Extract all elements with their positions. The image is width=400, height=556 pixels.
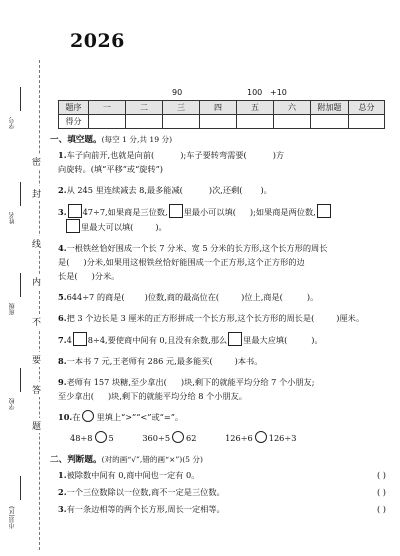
section-title: 二、判断题。 <box>50 455 102 465</box>
judgement-item <box>58 485 390 499</box>
field-underline <box>20 476 21 500</box>
question-text: )位数,商的最高位在( <box>144 292 220 302</box>
question-text: )块,剩下的就能平均分给 8 个小朋友。 <box>107 391 247 401</box>
judgement-answer-blank[interactable]: ( ) <box>377 487 386 497</box>
question-text: 里最大应填( <box>243 335 288 345</box>
school-field[interactable] <box>8 398 17 410</box>
margin-word: 要 <box>32 352 41 367</box>
circle-icon <box>82 410 94 422</box>
score-row-label: 得分 <box>59 115 89 129</box>
judgement-text: 一个三位数除以一位数,商不一定是三位数。 <box>66 487 225 497</box>
question-9 <box>58 375 390 403</box>
judgement-item <box>58 502 390 516</box>
exam-content <box>50 133 390 519</box>
score-cell[interactable] <box>237 115 274 129</box>
question-text: );如果商是两位数, <box>249 207 316 217</box>
margin-word: 不 <box>32 314 41 329</box>
margin-word: 密 <box>32 154 41 169</box>
question-text: )分米。 <box>91 271 120 281</box>
digit-box[interactable] <box>169 204 183 218</box>
question-text: 一根铁丝恰好围成一个长 7 分米、宽 5 分米的长方形,这个长方形的周长 <box>66 243 328 253</box>
digit-box[interactable] <box>73 332 87 346</box>
question-10 <box>58 410 390 424</box>
question-text: 一本书 7 元,王老师有 286 元,最多能买( <box>66 356 213 366</box>
question-text: )分米,如果用这根铁丝恰好能围成一个正方形,这个正方形的边 <box>83 257 305 267</box>
score-header-cell: 一 <box>89 101 126 115</box>
question-number: 4. <box>58 243 67 253</box>
digit-box[interactable] <box>66 219 80 233</box>
question-number: 10. <box>58 412 73 422</box>
question-text: );车子要转弯需要( <box>180 150 247 160</box>
comparison-left: 360÷5 <box>142 433 171 443</box>
question-8 <box>58 354 390 368</box>
question-text: 至少拿出( <box>58 391 94 401</box>
comparison-item <box>142 431 196 445</box>
score-header-row <box>59 101 385 115</box>
county-field[interactable] <box>8 506 17 529</box>
question-text: )。 <box>311 335 323 345</box>
margin-word: 封 <box>32 186 41 201</box>
question-number: 1. <box>58 470 67 480</box>
judgement-answer-blank[interactable]: ( ) <box>377 470 386 480</box>
compare-circle[interactable] <box>172 431 184 443</box>
score-cell[interactable] <box>200 115 237 129</box>
question-number: 6. <box>58 313 67 323</box>
margin-word: 内 <box>32 274 41 289</box>
year-heading: 2026 <box>70 30 125 52</box>
question-text: 老师有 157 块糖,至少拿出( <box>66 377 167 387</box>
binding-dashed-line <box>39 60 40 550</box>
field-underline <box>20 273 21 297</box>
section-note: (每空 1 分,共 19 分) <box>101 135 173 144</box>
question-6 <box>58 311 390 325</box>
question-text: 里最小可以填( <box>183 207 236 217</box>
question-text: )块,剩下的就能平均分给 7 个小朋友; <box>180 377 315 387</box>
score-note: 90 <box>172 88 183 97</box>
field-label: 市县(区) <box>9 506 16 529</box>
question-text: 长是( <box>58 271 78 281</box>
question-text: 把 3 个边长是 3 厘米的正方形拼成一个长方形,这个长方形的周长是 <box>66 313 312 323</box>
margin-word: 答 <box>32 382 41 397</box>
question-text: 车子向前开,也就是向前( <box>66 150 155 160</box>
question-text: 在 <box>72 412 81 422</box>
judgement-text: 有一条边相等的两个长方形,周长一定相等。 <box>66 504 225 514</box>
question-2 <box>58 183 390 197</box>
score-cell[interactable] <box>311 115 349 129</box>
judgement-item <box>58 468 390 482</box>
margin-word: 线 <box>32 236 41 251</box>
class-field[interactable] <box>8 303 17 315</box>
field-underline <box>20 368 21 392</box>
question-number: 1. <box>58 150 67 160</box>
comparison-row <box>70 431 390 445</box>
comparison-item <box>70 431 114 445</box>
score-header-cell: 总分 <box>349 101 385 115</box>
question-text: )本书。 <box>234 356 263 366</box>
score-cell[interactable] <box>349 115 385 129</box>
field-label: 班级 <box>9 303 16 315</box>
score-cell[interactable] <box>274 115 311 129</box>
question-text: 里填上“>”“<”或“=”。 <box>96 412 184 422</box>
question-text: )位上,商是( <box>241 292 283 302</box>
field-label: 姓名 <box>9 212 16 224</box>
section-2-heading <box>50 453 390 465</box>
judgement-text: 被除数中间有 0,商中间也一定有 0。 <box>66 470 200 480</box>
section-note: (对的画“√”,错的画“×”)(5 分) <box>101 455 203 464</box>
section-1-heading <box>50 133 390 145</box>
compare-circle[interactable] <box>255 431 267 443</box>
question-number: 5. <box>58 292 67 302</box>
question-text: 向旋转。(填“平移”或“旋转”) <box>58 164 164 174</box>
field-label: 学号 <box>9 117 16 129</box>
question-number: 3. <box>58 504 67 514</box>
comparison-right: 126÷3 <box>268 433 297 443</box>
question-number: 2. <box>58 487 67 497</box>
score-header-cell: 题序 <box>59 101 89 115</box>
score-header-cell: 附加题 <box>311 101 349 115</box>
score-cell[interactable] <box>163 115 200 129</box>
question-text: 644÷7 的商是( <box>66 292 125 302</box>
question-7 <box>58 332 390 347</box>
question-text: )。 <box>260 185 272 195</box>
score-note: 100 <box>247 88 263 97</box>
compare-circle[interactable] <box>95 431 107 443</box>
margin-word: 题 <box>32 418 41 433</box>
comparison-left: 48÷8 <box>70 433 93 443</box>
section-title: 一、填空题。 <box>50 135 102 145</box>
question-text: ( <box>311 313 315 323</box>
question-number: 3. <box>58 207 67 217</box>
score-cell[interactable] <box>126 115 163 129</box>
question-5 <box>58 290 390 304</box>
score-header-cell: 四 <box>200 101 237 115</box>
digit-box[interactable] <box>228 332 242 346</box>
question-text: )方 <box>272 150 285 160</box>
question-text: )次,还剩( <box>208 185 243 195</box>
question-text: 4 <box>66 335 72 345</box>
score-table <box>58 100 385 129</box>
question-4 <box>58 241 390 283</box>
score-header-cell: 二 <box>126 101 163 115</box>
question-1 <box>58 148 390 176</box>
field-underline <box>20 87 21 111</box>
field-label: 学校 <box>9 398 16 410</box>
score-row <box>59 115 385 129</box>
score-note: +10 <box>270 88 287 97</box>
comparison-left: 126÷6 <box>225 433 253 443</box>
digit-box[interactable] <box>68 204 82 218</box>
question-text: )厘米。 <box>336 313 365 323</box>
comparison-item <box>225 431 296 445</box>
comparison-right: 62 <box>186 433 197 443</box>
question-text: 是( <box>58 257 70 267</box>
score-cell[interactable] <box>89 115 126 129</box>
question-number: 8. <box>58 356 67 366</box>
question-text: )。 <box>306 292 319 302</box>
judgement-answer-blank[interactable]: ( ) <box>377 504 386 514</box>
question-text: 从 245 里连续减去 8,最多能减( <box>66 185 183 195</box>
question-text: 里最大可以填( <box>81 222 134 232</box>
score-header-cell: 六 <box>274 101 311 115</box>
question-3 <box>58 204 390 234</box>
question-number: 9. <box>58 377 67 387</box>
question-number: 7. <box>58 335 67 345</box>
name-field[interactable] <box>8 212 17 224</box>
field-underline <box>20 182 21 206</box>
score-header-cell: 五 <box>237 101 274 115</box>
comparison-right: 5 <box>108 433 114 443</box>
student-id-field[interactable] <box>8 117 17 129</box>
question-number: 2. <box>58 185 67 195</box>
question-text: 8÷4,要使商中间有 0,且没有余数,那么 <box>87 335 228 345</box>
question-text: 47÷7,如果商是三位数, <box>82 207 168 217</box>
digit-box[interactable] <box>317 204 331 218</box>
score-header-cell: 三 <box>163 101 200 115</box>
question-text: )。 <box>155 222 167 232</box>
